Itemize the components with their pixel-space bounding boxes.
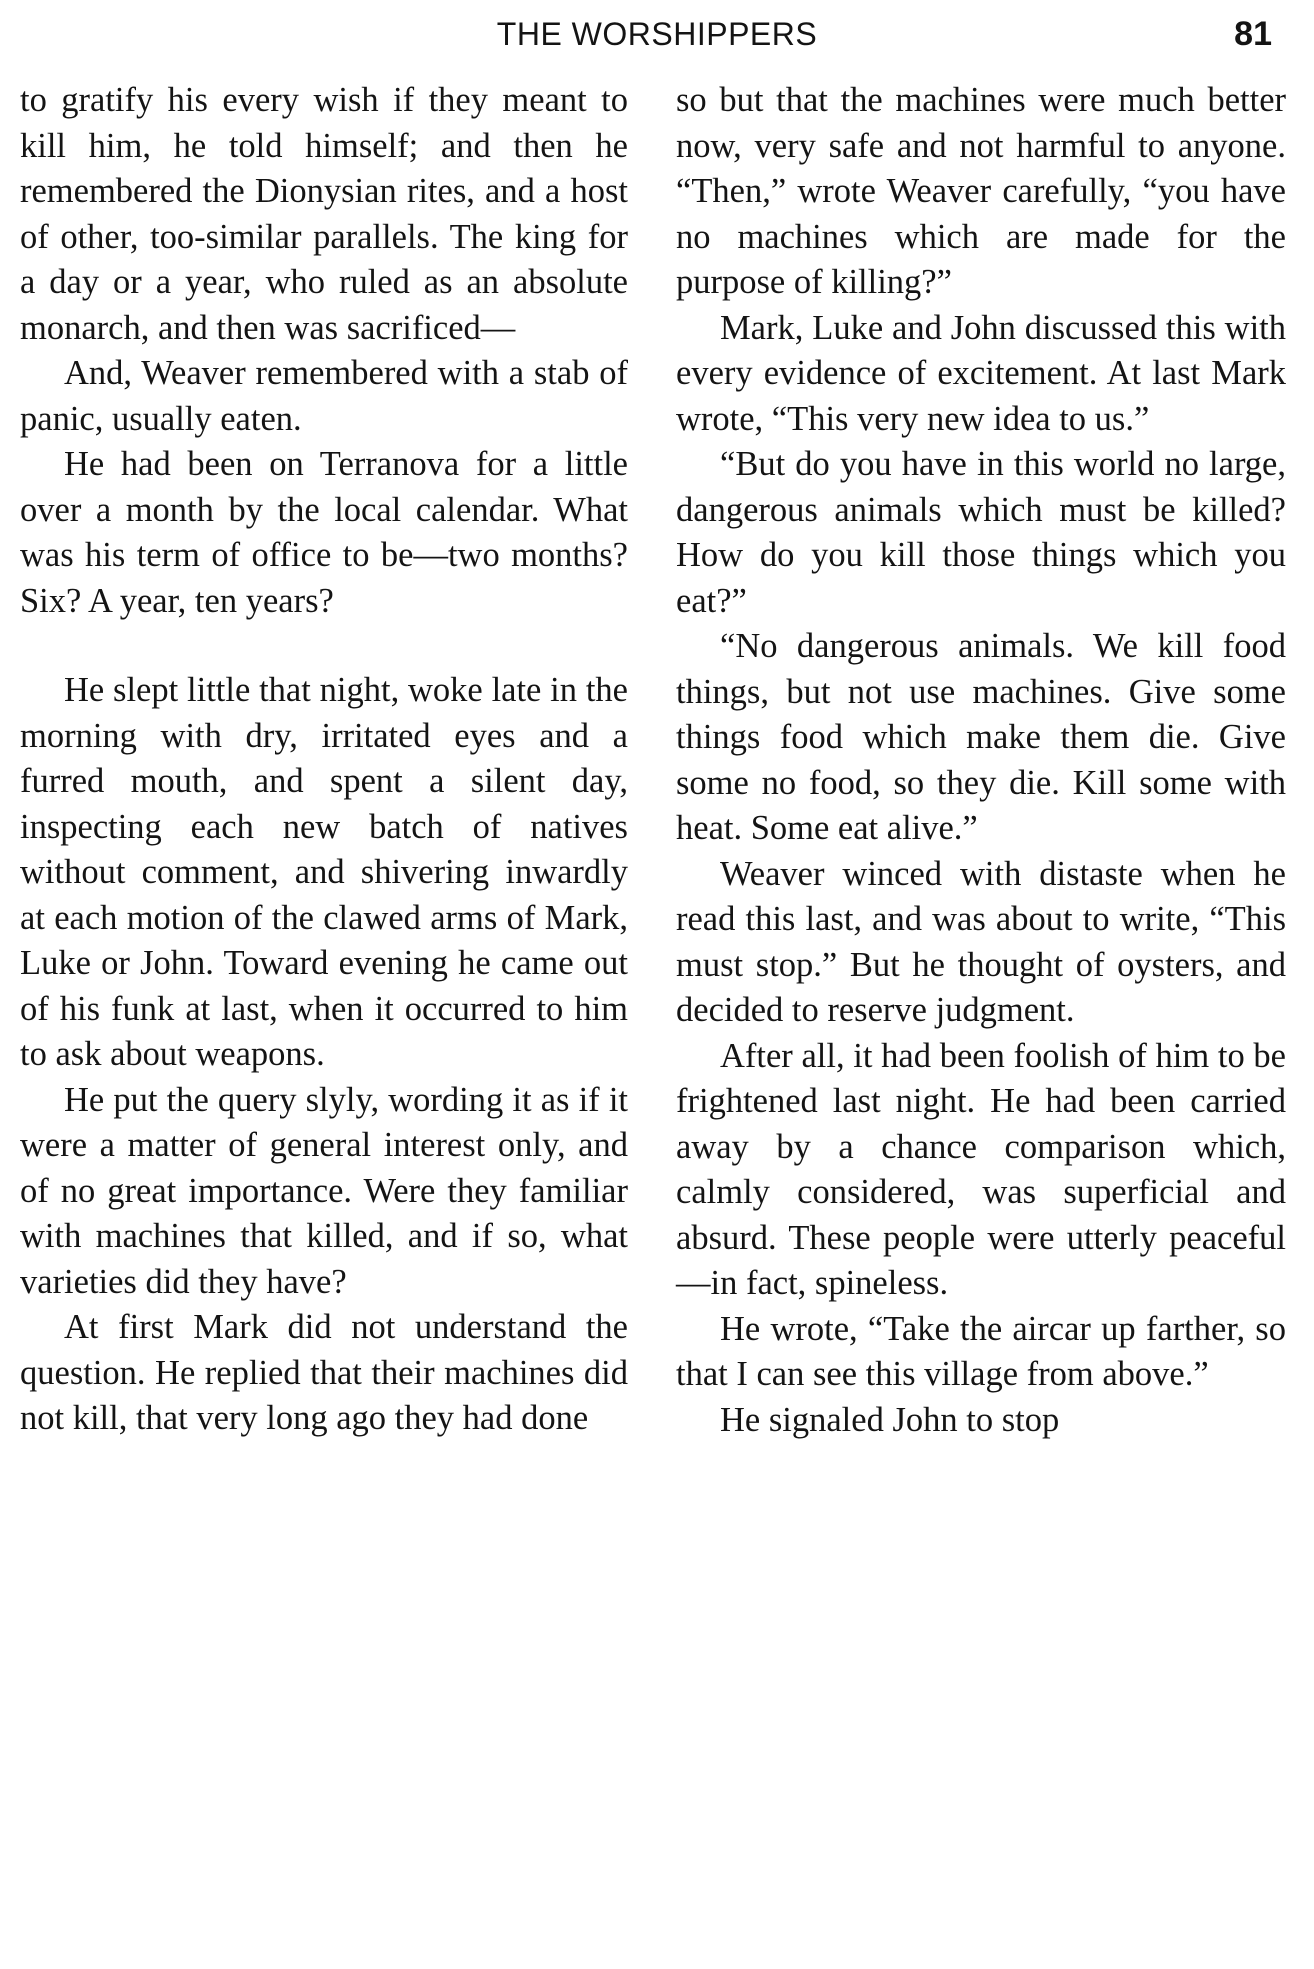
paragraph: to gratify his every wish if they meant to kill him, he told himself; and then he remembered the Dionysian rites, and a host of other, too-similar parallels. The king for a day or a year, who ruled as an absolute monarch, and then was sacrificed— xyxy=(20,81,628,347)
paragraph: “No dangerous animals. We kill food things, but not use machines. Give some things food which make them die. Give some no food, so they die. Kill some with heat. Some eat alive.” xyxy=(676,627,1286,847)
paragraph: He wrote, “Take the aircar up farther, so that I can see this village from above.” xyxy=(676,1309,1286,1393)
paragraph: Weaver winced with distaste when he read this last, and was about to write, “This must stop.” But he thought of oysters, and decided to reserve judgment. xyxy=(676,854,1286,1029)
paragraph: “But do you have in this world no large, dangerous animals which must be killed? How do you kill those things which you eat?” xyxy=(676,445,1286,620)
paragraph: He signaled John to stop xyxy=(720,1400,1060,1439)
running-title: THE WORSHIPPERS xyxy=(496,16,818,52)
paragraph: He slept little that night, woke late in the morning with dry, irritated eyes and a furred mouth, and spent a silent day, inspecting each new batch of natives without comment, and shivering inwardly at each motion of the clawed arms of Mark, Luke or John. Toward evening he came out of his funk at last, when it occurred to him to ask about weapons. xyxy=(20,671,628,1073)
paragraph: He put the query slyly, wording it as if it were a matter of general interest only, and of no great importance. Were they familiar with machines that killed, and if so, what varieties did they have? xyxy=(20,1080,628,1301)
paragraph: He had been on Terranova for a little over a month by the local calendar. What was his term of office to be—two months? Six? A year, ten years? xyxy=(20,445,628,620)
paragraph: At first Mark did not understand the question. He replied that their machines did not kill, that very long ago they had done xyxy=(20,1308,628,1437)
left-column xyxy=(20,78,628,1442)
paragraph: After all, it had been foolish of him to be frightened last night. He had been carried away by a chance comparison which, calmly considered, was superficial and absurd. These people were utterly peaceful—in fact, spineless. xyxy=(676,1036,1286,1302)
paragraph: Mark, Luke and John discussed this with every evidence of excitement. At last Mark wrote, “This very new idea to us.” xyxy=(676,308,1286,438)
paragraph: so but that the machines were much better now, very safe and not harmful to anyone. “Then,” wrote Weaver carefully, “you have no machines which are made for the purpose of killing?” xyxy=(676,81,1286,301)
page-number: 81 xyxy=(1234,15,1272,53)
right-column xyxy=(676,78,1286,1443)
paragraph: And, Weaver remembered with a stab of panic, usually eaten. xyxy=(20,354,628,438)
page-header xyxy=(0,12,1314,64)
